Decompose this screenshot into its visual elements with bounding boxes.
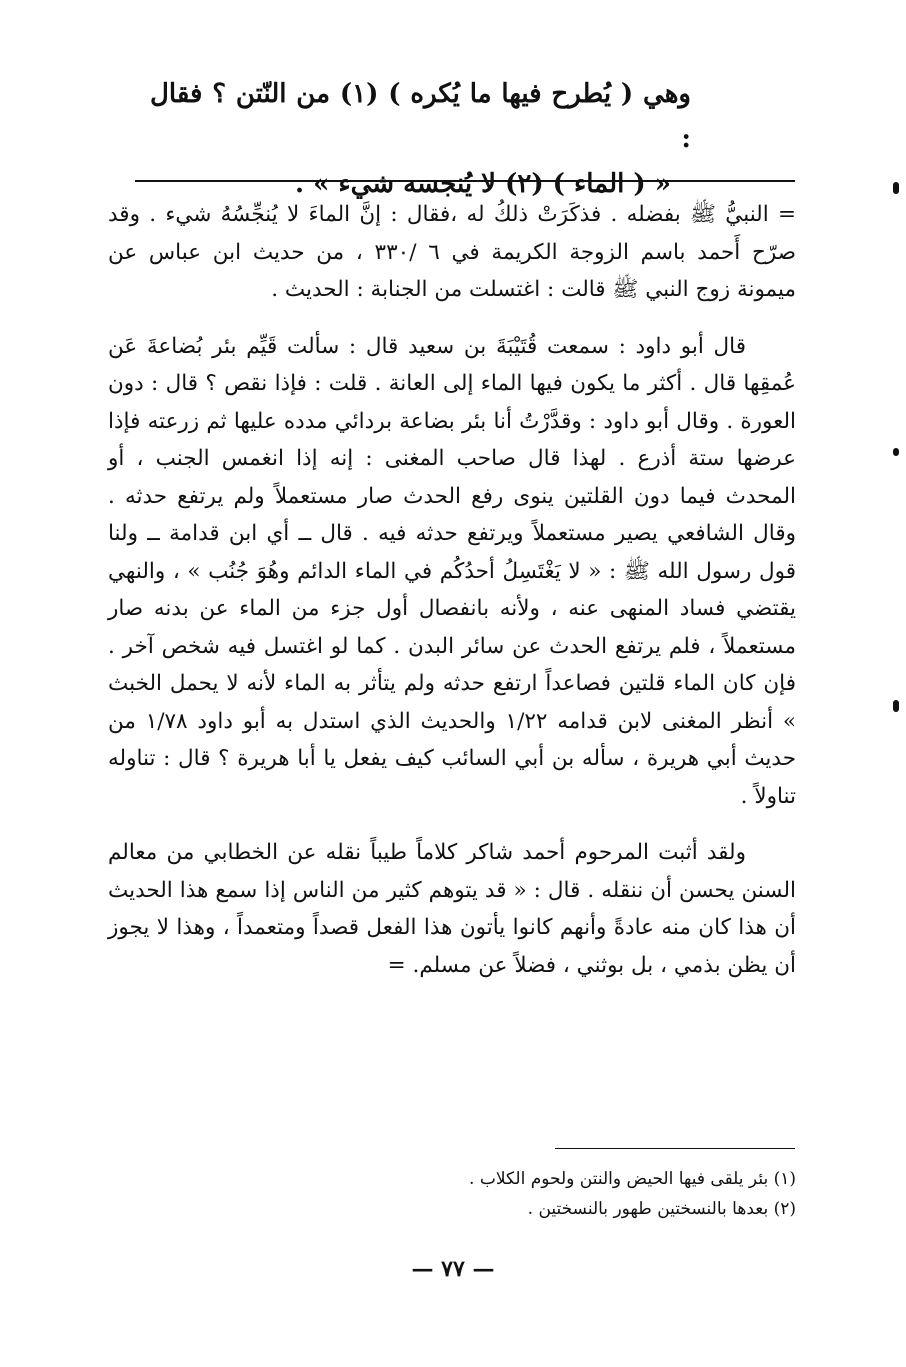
margin-mark	[893, 700, 899, 712]
paragraph-gap	[108, 309, 796, 328]
page-header-text	[150, 72, 691, 207]
paragraph-gap	[108, 815, 796, 834]
header-line-1: وهي ( يُطرح فيها ما يُكره ) (١) من النّتن ؟ فقال :	[150, 79, 691, 154]
commentary-paragraph-3: ولقد أثبت المرحوم أحمد شاكر كلاماً طيباً نقله عن الخطابي من معالم السنن يحسن أن ننقله . قال : « قد يتوهم كثير من الناس إذا سمع هذا الحديث أن هذا كان منه عادةً وأنهم كانوا يأتون هذا الفعل قصداً ومتعمداً ، وهذا لا يجوز أن يظن بذمي ، بل بوثني ، فضلاً عن مسلم. =	[108, 840, 796, 978]
header-line-2: « ( الماء ) (٢) لا يُنجسه شيء » .	[294, 169, 671, 199]
commentary-paragraph-1: = النبيُّ ﷺ بفضله . فذكَرَتْ ذلكُ له ،فقال : إنَّ الماءَ لا يُنجِّسُهُ شيء . وقد صرّح أَحمد باسم الزوجة الكريمة في ٦ /٣٣٠ ، من حديث ابن عباس عن ميمونة زوج النبي ﷺ قالت : اغتسلت من الجنابة : الحديث .	[108, 202, 796, 302]
footnote-divider	[555, 1148, 795, 1149]
main-commentary	[108, 196, 796, 984]
page-number: — ٧٧ —	[411, 1256, 495, 1282]
footnote-2: (٢) بعدها بالنسختين طهور بالنسختين .	[527, 1199, 796, 1219]
footnotes	[108, 1164, 796, 1224]
margin-mark	[893, 448, 899, 456]
commentary-paragraph-2: قال أبو داود : سمعت قُتَيْبَةَ بن سعيد قال : سألت قَيِّم بئر بُضاعةَ عَن عُمقِها قال . أكثر ما يكون فيها الماء إلى العانة . قلت : فإذا نقص ؟ قال : دون العورة . وقال أبو داود : وقدَّرْتُ أنا بئر بضاعة بردائي مدده عليها ثم زرعته فإذا عرضها ستة أذرع . لهذا قال صاحب المغنى : إنه إذا انغمس الجنب ، أو المحدث فيما دون القلتين ينوى رفع الحدث صار مستعملاً ولم يرتفع حدثه . وقال الشافعي يصير مستعملاً ويرتفع حدثه فيه . قال ــ أي ابن قدامة ــ ولنا قول رسول الله ﷺ : « لا يَغْتَسِلُ أحدُكُم في الماء الدائم وهُوَ جُنُب » ، والنهي يقتضي فساد المنهى عنه ، ولأنه بانفصال أول جزء من الماء عن بدنه صار مستعملاً ، فلم يرتفع الحدث عن سائر البدن . كما لو اغتسل فيه شخص آخر . فإن كان الماء قلتين فصاعداً ارتفع حدثه ولم يتأثر به الماء لأنه لا يحمل الخبث » أنظر المغنى لابن قدامه ١/٢٢ والحديث الذي استدل به أبو داود ١/٧٨ من حديث أبي هريرة ، سأله بن أبي السائب كيف يفعل يا أبا هريرة ؟ قال : تناوله تناولاً .	[108, 333, 797, 809]
margin-mark	[893, 182, 899, 194]
header-divider	[135, 180, 795, 182]
footnote-1: (١) بئر يلقى فيها الحيض والنتن ولحوم الكلاب .	[469, 1169, 796, 1189]
